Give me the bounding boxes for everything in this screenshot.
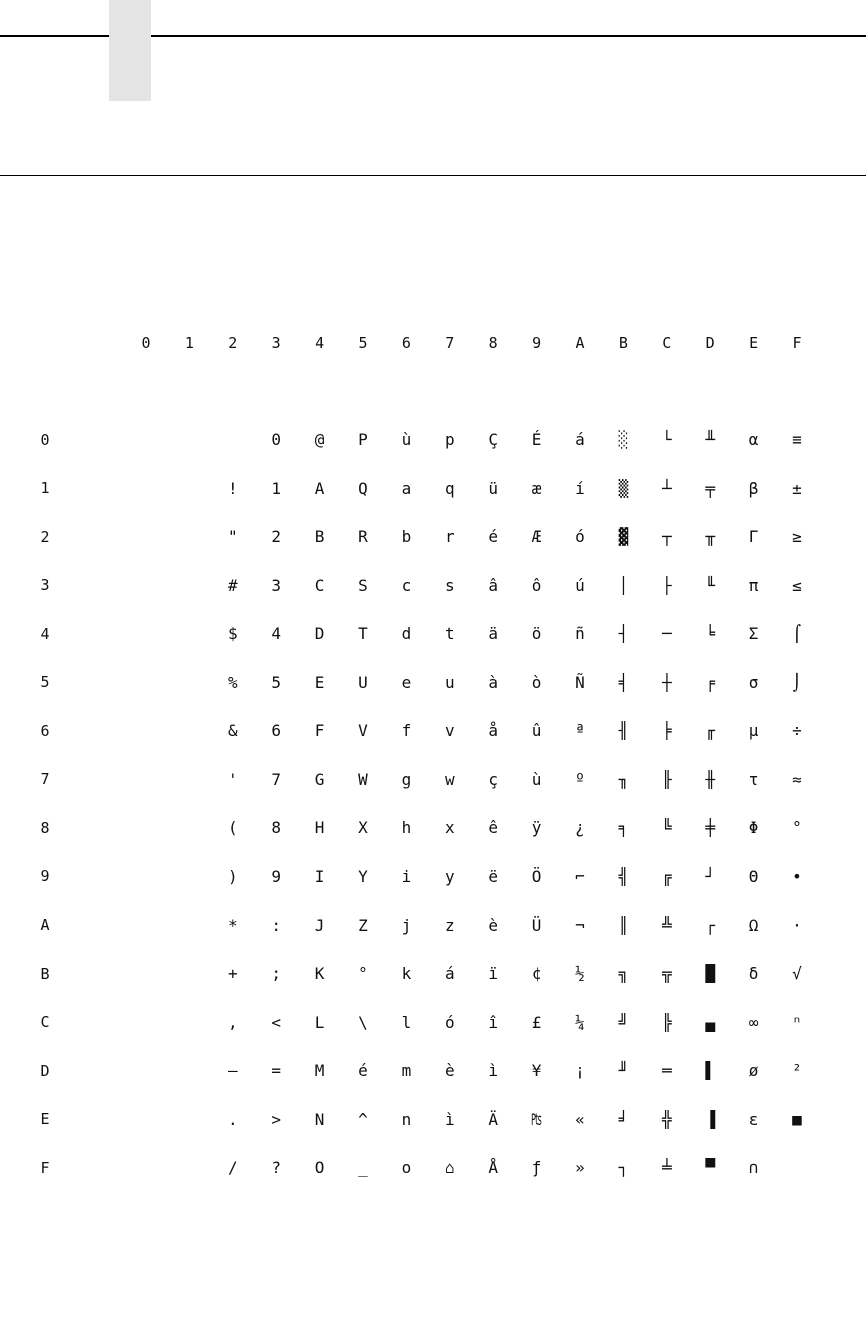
table-cell: w [444,769,455,789]
table-cell: ÷ [792,721,802,741]
table-cell: * [227,915,238,935]
table-cell: ⌠ [792,624,802,644]
table-cell: – [227,1061,238,1081]
table-cell: ╚ [661,818,672,838]
row-header: D [40,1061,50,1080]
table-cell: ± [792,478,802,498]
table-cell: d [401,624,412,644]
table-cell: x [444,818,455,838]
table-cell: º [575,769,585,789]
table-cell: Y [358,866,368,886]
table-cell [169,1006,209,1040]
table-cell: 4 [271,624,281,644]
column-header: 8 [488,333,498,352]
table-cell: < [271,1012,281,1032]
table-cell: Q [358,478,368,498]
table-cell: ╢ [618,721,629,741]
table-cell [169,1103,209,1137]
table-cell: ó [575,527,585,547]
table-cell: 9 [271,866,281,886]
table-cell: ≡ [792,430,802,449]
table-cell: β [748,478,759,498]
table-cell: z [444,915,455,935]
table-cell: ε [748,1109,759,1129]
table-cell: $ [227,624,238,644]
column-header: 4 [315,333,325,352]
table-cell: f [401,721,412,741]
table-cell: ² [792,1061,802,1081]
table-cell: ╬ [661,1109,672,1129]
table-cell: ≥ [792,527,802,547]
table-cell: è [444,1061,455,1081]
table-cell: = [271,1061,281,1081]
table-cell: å [488,721,498,741]
table-cell: π [748,575,759,595]
table-cell: ╓ [705,721,715,741]
table-cell: ╟ [661,769,672,789]
table-cell: ° [792,818,802,838]
table-cell: ¡ [575,1061,585,1081]
table-cell: @ [314,430,325,449]
table-cell [777,1151,817,1185]
table-cell: v [444,721,455,741]
table-cell: Å [488,1158,498,1178]
row-header: B [40,964,50,983]
row-header: A [40,916,50,934]
table-cell: ¿ [575,818,585,838]
table-cell: + [227,964,238,984]
table-cell: ┌ [705,915,715,935]
table-cell: m [401,1061,412,1081]
table-cell: ≤ [792,575,802,595]
table-cell [126,1103,166,1137]
table-cell: α [748,430,759,449]
table-cell: ╝ [618,1012,629,1032]
column-header: 2 [228,333,238,352]
column-header: C [662,333,672,352]
table-cell: ▄ [705,1012,715,1032]
table-cell: ù [531,769,542,789]
table-cell: K [314,964,325,984]
table-cell: « [575,1109,585,1129]
table-cell: B [314,527,325,547]
table-cell: H [314,818,325,838]
table-cell: └ [661,430,672,449]
table-cell: J [314,915,325,935]
table-cell: h [401,818,412,838]
table-cell: U [358,672,368,692]
table-cell: n [401,1109,412,1129]
table-cell: ¢ [531,964,542,984]
table-cell [126,1006,166,1040]
table-cell: ü [488,478,498,498]
table-cell [169,811,209,845]
table-cell: ■ [792,1109,802,1129]
table-cell: ▌ [705,1061,715,1081]
row-header: F [40,1158,50,1177]
table-cell: £ [531,1012,542,1032]
table-cell: é [488,527,498,547]
table-cell [126,909,166,943]
table-cell: Ç [488,430,498,449]
table-cell: j [401,915,412,935]
table-cell [169,1151,209,1185]
table-cell: , [227,1012,238,1032]
column-header: 0 [141,333,151,352]
table-cell: F [314,721,325,741]
table-cell: 5 [271,672,281,692]
table-cell: ø [748,1061,759,1081]
table-cell [126,763,166,797]
table-cell: ╤ [705,478,715,498]
table-cell: æ [531,478,542,498]
table-cell: ┐ [618,1158,629,1178]
table-cell: 2 [271,527,281,547]
table-cell: û [531,721,542,741]
table-cell: Γ [748,527,759,547]
table-cell: ∩ [748,1158,759,1178]
table-cell: ì [444,1109,455,1129]
table-cell: ╧ [661,1158,672,1178]
table-cell: L [314,1012,325,1032]
table-cell: ñ [575,624,585,644]
table-cell: o [401,1158,412,1178]
table-cell: ¬ [575,915,585,935]
table-cell: · [792,915,802,935]
table-cell: ò [531,672,542,692]
table-cell [126,520,166,554]
table-cell: ì [488,1061,498,1081]
table-cell: ÿ [531,818,542,838]
table-cell [169,423,209,457]
table-cell: ╨ [705,430,715,449]
header-rule-right [151,35,866,37]
table-cell: g [401,769,412,789]
table-cell: S [358,575,368,595]
table-cell: ₧ [531,1109,542,1129]
row-header: 2 [40,527,50,546]
table-cell: à [488,672,498,692]
table-cell: A [314,478,325,498]
table-cell: _ [358,1158,368,1178]
table-cell: ╖ [618,769,629,789]
table-cell: τ [748,769,759,789]
table-cell: I [314,866,325,886]
table-cell: ô [531,575,542,595]
table-cell: Ö [531,866,542,886]
table-cell [169,763,209,797]
table-cell: î [488,1012,498,1032]
table-cell: ! [227,478,238,498]
table-cell: ¼ [575,1012,585,1032]
table-cell: " [227,527,238,547]
table-cell: ï [488,964,498,984]
table-cell: Æ [531,527,542,547]
table-cell: ╦ [661,964,672,984]
table-cell: ╣ [618,866,629,886]
table-cell: : [271,915,281,935]
table-cell: 1 [271,478,281,498]
row-header: 9 [40,867,50,886]
table-cell [169,617,209,651]
table-cell: Ä [488,1109,498,1129]
table-cell: X [358,818,368,838]
table-cell: r [444,527,455,547]
column-header: F [792,333,802,352]
row-header: 7 [40,770,50,789]
table-cell [126,569,166,603]
table-cell: l [401,1012,412,1032]
row-header: 8 [40,818,50,837]
table-cell: ┘ [705,866,715,886]
table-cell: p [444,430,455,449]
table-cell: ┴ [661,478,672,498]
table-cell: Θ [748,866,759,886]
table-cell: T [358,624,368,644]
row-header: C [40,1013,50,1032]
table-cell: ▐ [705,1109,715,1129]
row-header: E [40,1110,50,1129]
table-cell: ç [488,769,498,789]
table-cell: 3 [271,575,281,595]
table-cell: y [444,866,455,886]
table-cell [126,472,166,506]
column-header: A [575,333,585,352]
table-cell: ╪ [705,818,715,838]
table-cell [126,1054,166,1088]
table-cell: á [444,964,455,984]
table-cell: █ [705,964,715,984]
table-cell: ┼ [661,672,672,692]
table-cell [169,666,209,700]
table-cell: ╥ [705,527,715,547]
table-cell: & [227,721,238,741]
table-cell: ⌐ [575,866,585,886]
table-cell: a [401,478,412,498]
table-cell: i [401,866,412,886]
table-cell: ⌡ [792,672,802,692]
table-cell: ╞ [661,721,672,741]
table-cell: ─ [661,624,672,644]
table-cell: δ [748,964,759,984]
table-cell: ≈ [792,769,802,789]
table-cell: ╛ [618,1109,629,1129]
table-cell: ╘ [705,624,715,644]
table-cell: 7 [271,769,281,789]
table-cell: C [314,575,325,595]
table-cell: b [401,527,412,547]
table-cell [169,520,209,554]
table-cell: t [444,624,455,644]
table-cell: W [358,769,368,789]
column-header: 9 [532,333,542,352]
table-cell: è [488,915,498,935]
table-cell: á [575,430,585,449]
table-cell: σ [748,672,759,692]
row-header: 6 [40,721,50,740]
table-cell: s [444,575,455,595]
table-cell: ? [271,1158,281,1178]
table-cell: ┤ [618,624,629,644]
table-cell: u [444,672,455,692]
table-cell: ▀ [705,1158,715,1178]
chapter-tab-marker [109,0,151,101]
table-cell: N [314,1109,325,1129]
table-cell: ù [401,430,412,449]
table-cell: ├ [661,575,672,595]
table-cell: ⁿ [792,1012,802,1032]
table-cell: ┬ [661,527,672,547]
table-cell: G [314,769,325,789]
column-header: D [705,333,715,352]
table-cell: D [314,624,325,644]
table-cell: M [314,1061,325,1081]
table-cell: ö [531,624,542,644]
table-cell: ª [575,721,585,741]
table-cell: # [227,575,238,595]
table-cell: e [401,672,412,692]
table-cell [126,860,166,894]
table-cell: ó [444,1012,455,1032]
table-cell: \ [358,1012,368,1032]
table-cell: ╩ [661,915,672,935]
column-header: B [618,333,628,352]
table-cell: é [358,1061,368,1081]
table-cell: V [358,721,368,741]
table-cell: q [444,478,455,498]
table-cell [169,909,209,943]
table-cell: . [227,1109,238,1129]
table-cell [126,957,166,991]
table-cell: 0 [271,430,281,449]
table-cell: ╠ [661,1012,672,1032]
table-cell: » [575,1158,585,1178]
column-header: 3 [271,333,281,352]
table-cell: ╒ [705,672,715,692]
table-cell [126,811,166,845]
table-cell: ⌂ [444,1158,455,1178]
table-cell: c [401,575,412,595]
header-rule-left [0,35,109,37]
table-cell: ¥ [531,1061,542,1081]
table-cell: ú [575,575,585,595]
row-header: 1 [40,479,50,498]
table-cell: > [271,1109,281,1129]
table-cell: ' [227,769,238,789]
table-cell: 8 [271,818,281,838]
table-cell: ° [358,964,368,984]
table-cell: ê [488,818,498,838]
column-header: 1 [184,333,194,352]
table-cell: Φ [748,818,759,838]
header-rule-bottom [0,175,866,176]
table-cell: ░ [618,430,629,449]
table-cell: √ [792,964,802,984]
table-cell: ╙ [705,575,715,595]
table-cell [169,957,209,991]
table-cell [126,714,166,748]
table-cell: │ [618,575,629,595]
table-cell [126,617,166,651]
table-cell: µ [748,721,759,741]
table-cell: ∞ [748,1012,759,1032]
table-cell: ╕ [618,818,629,838]
table-cell: ; [271,964,281,984]
table-cell: 6 [271,721,281,741]
column-header: 7 [445,333,455,352]
table-cell: ╔ [661,866,672,886]
row-header: 4 [40,624,50,643]
table-cell: Σ [748,624,759,644]
table-cell [169,569,209,603]
table-cell: ƒ [531,1158,542,1178]
table-cell [126,1151,166,1185]
row-header: 3 [40,576,50,595]
table-cell: ▒ [618,478,629,498]
table-cell: ╜ [618,1061,629,1081]
column-header: 6 [401,333,411,352]
table-cell: ( [227,818,238,838]
table-cell: Ü [531,915,542,935]
table-cell: ½ [575,964,585,984]
table-cell: / [227,1158,238,1178]
table-cell: ▓ [618,527,629,547]
table-cell: ë [488,866,498,886]
table-cell: R [358,527,368,547]
table-cell: ╡ [618,672,629,692]
table-cell: k [401,964,412,984]
table-cell [169,1054,209,1088]
table-cell: E [314,672,325,692]
table-cell: ╗ [618,964,629,984]
table-cell [213,423,253,457]
table-cell: ) [227,866,238,886]
row-header: 5 [40,673,50,692]
column-header: E [749,333,759,352]
table-cell: % [227,672,238,692]
table-cell: ╫ [705,769,715,789]
table-cell [169,472,209,506]
table-cell: P [358,430,368,449]
row-header: 0 [40,430,50,449]
table-cell: Z [358,915,368,935]
table-cell: Ñ [575,672,585,692]
table-cell: ^ [358,1109,368,1129]
table-cell [126,423,166,457]
table-cell: ä [488,624,498,644]
table-cell [169,714,209,748]
table-cell [169,860,209,894]
table-cell: í [575,478,585,498]
table-cell: • [792,866,802,886]
table-cell [126,666,166,700]
table-cell: â [488,575,498,595]
table-cell: ║ [618,915,629,935]
table-cell: É [531,430,542,449]
table-cell: ═ [661,1061,672,1081]
table-cell: O [314,1158,325,1178]
table-cell: Ω [748,915,759,935]
column-header: 5 [358,333,368,352]
